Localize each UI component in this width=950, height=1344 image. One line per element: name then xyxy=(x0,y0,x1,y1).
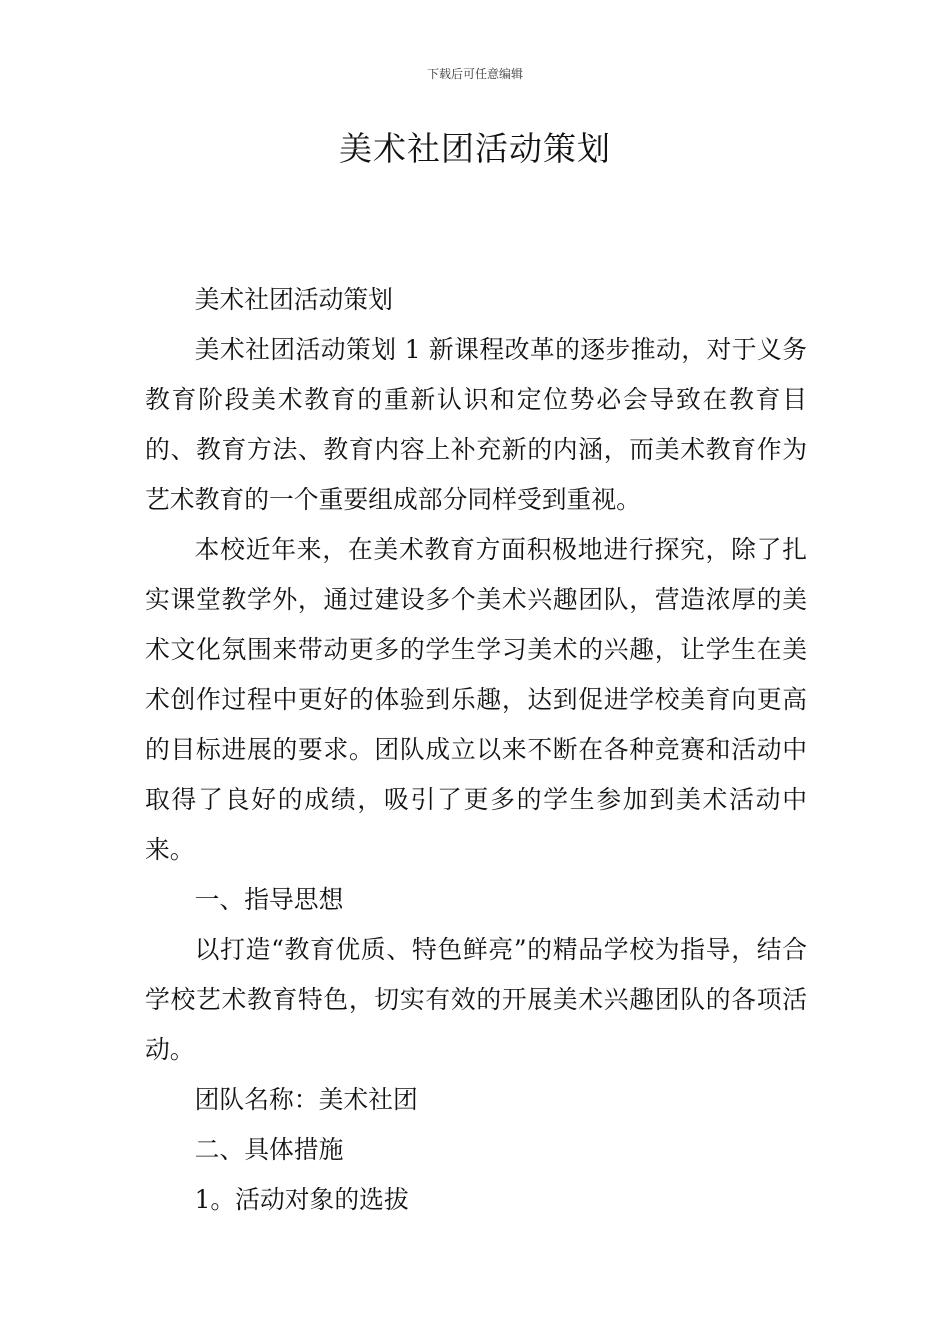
paragraph-school-overview: 本校近年来，在美术教育方面积极地进行探究，除了扎实课堂教学外，通过建设多个美术兴趣团队，营造浓厚的美术文化氛围来带动更多的学生学习美术的兴趣，让学生在美术创作过程中更好的体验到乐趣，达到促进学校美育向更高的目标进展的要求。团队成立以来不断在各种竞赛和活动中取得了良好的成绩，吸引了更多的学生参加到美术活动中来。 xyxy=(145,535,807,864)
header-note: 下载后可任意编辑 xyxy=(426,67,523,81)
section-heading-guiding-ideology: 一、指导思想 xyxy=(194,885,344,914)
document-title: 美术社团活动策划 xyxy=(339,129,611,168)
document-body xyxy=(145,275,807,1225)
paragraph-subtitle: 美术社团活动策划 xyxy=(194,285,393,314)
paragraph-team-name: 团队名称：美术社团 xyxy=(194,1085,418,1114)
subsection-heading-selection: 1。活动对象的选拔 xyxy=(194,1185,409,1214)
section-heading-measures: 二、具体措施 xyxy=(194,1135,344,1164)
paragraph-guiding-ideology: 以打造“教育优质、特色鲜亮”的精品学校为指导，结合学校艺术教育特色，切实有效的开展美术兴趣团队的各项活动。 xyxy=(145,935,807,1064)
paragraph-intro: 美术社团活动策划 1 新课程改革的逐步推动，对于义务教育阶段美术教育的重新认识和定位势必会导致在教育目的、教育方法、教育内容上补充新的内涵，而美术教育作为艺术教育的一个重要组成部分同样受到重视。 xyxy=(145,335,807,514)
